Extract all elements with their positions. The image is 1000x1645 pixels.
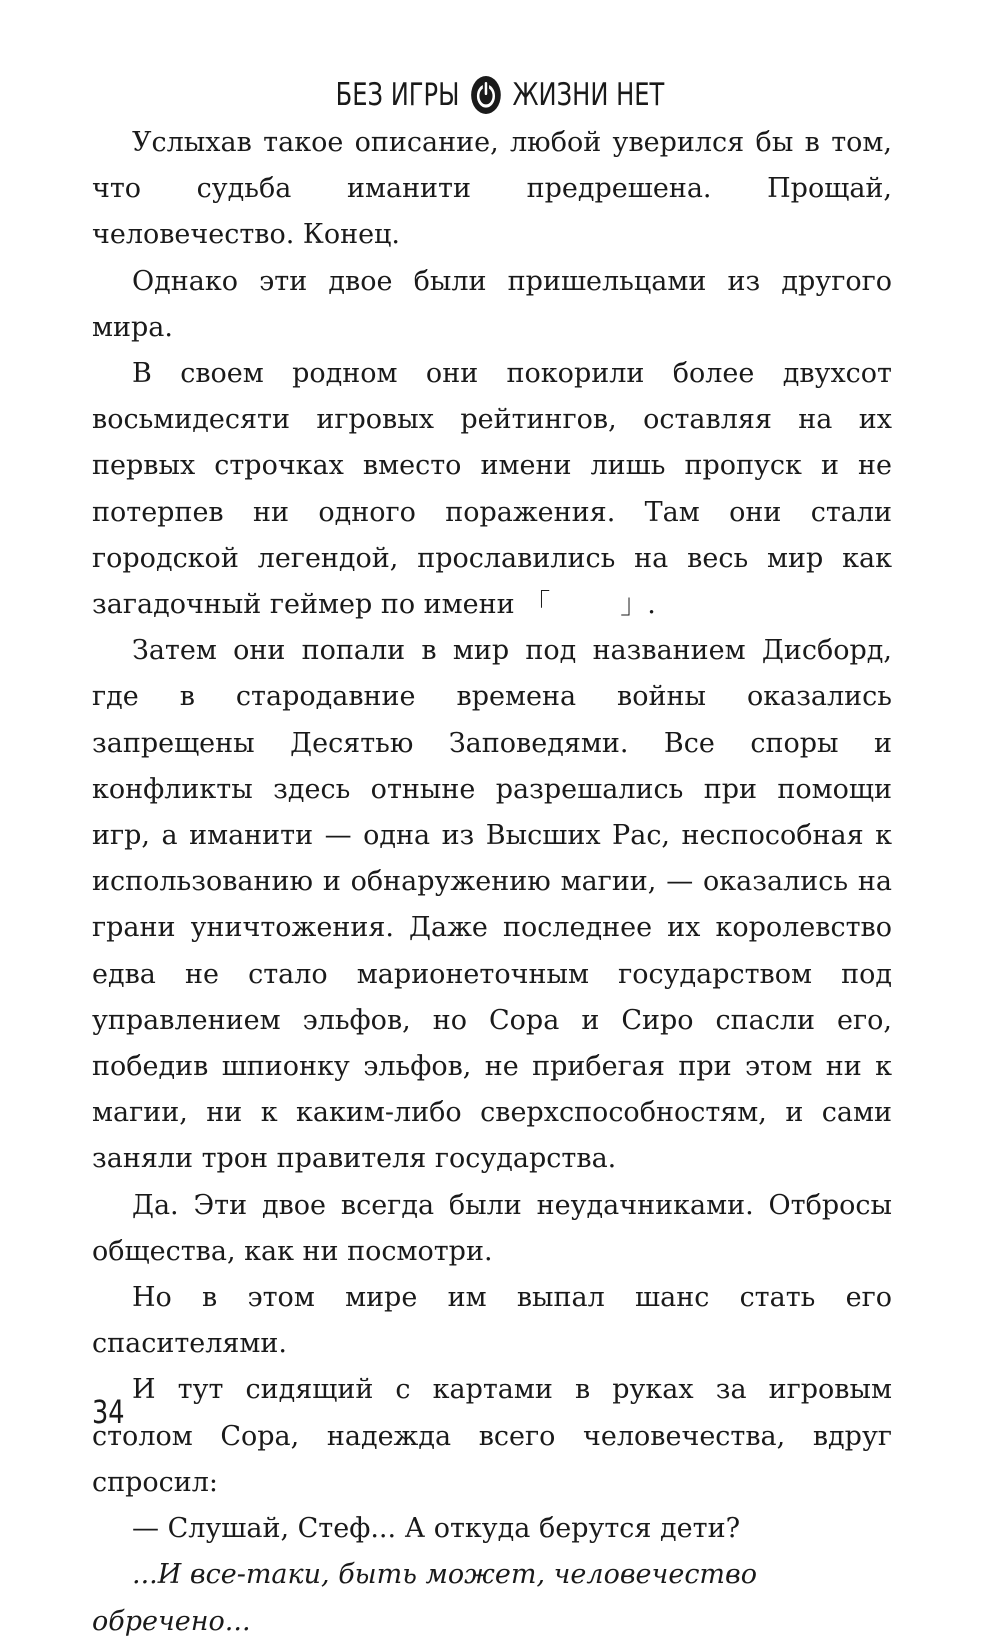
page-number: 34 bbox=[92, 1393, 125, 1431]
bracket-open: 「 bbox=[523, 589, 551, 621]
power-button-icon bbox=[470, 75, 501, 115]
paragraph-2: Однако эти двое были пришельцами из другого мира. bbox=[92, 265, 892, 343]
paragraph-8: — Слушай, Стеф... А откуда берутся дети? bbox=[132, 1513, 741, 1545]
paragraph-9-italic: ...И все-таки, быть может, человечество обречено... bbox=[92, 1559, 758, 1637]
header-title-left: БЕЗ ИГРЫ bbox=[335, 77, 460, 113]
paragraph-4: Затем они попали в мир под названием Дисборд, где в стародавние времена войны оказались запрещены Десятью Заповедями. Все споры и конфликты здесь отныне разрешались при помощи игр, а иманити — одна из Высших Рас, неспособная к использованию и обнаружению магии, — оказались на грани уничтожения. Даже последнее их королевство едва не стало марионеточным государством под управлением эльфов, но Сора и Сиро спасли его, победив шпионку эльфов, не прибегая при этом ни к магии, ни к каким-либо сверхспособностям, и сами заняли трон правителя государства. bbox=[92, 635, 892, 1175]
paragraph-1: Услыхав такое описание, любой уверился бы в том, что судьба иманити предрешена. Прощай, человечество. Конец. bbox=[92, 127, 892, 251]
running-header bbox=[110, 70, 890, 120]
paragraph-3-text: В своем родном они покорили более двухсот восьмидесяти игровых рейтингов, оставляя на их первых строчках вместо имени лишь пропуск и не потерпев ни одного поражения. Там они стали городской легендой, прославились на весь мир как загадочный геймер по имени bbox=[92, 358, 892, 621]
paragraph-5: Да. Эти двое всегда были неудачниками. Отбросы общества, как ни посмотри. bbox=[92, 1189, 892, 1267]
paragraph-3 bbox=[92, 351, 892, 628]
paragraph-7: И тут сидящий с картами в руках за игровым столом Сора, надежда всего человечества, вдруг спросил: bbox=[92, 1374, 892, 1498]
paragraph-6: Но в этом мире им выпал шанс стать его спасителями. bbox=[92, 1282, 892, 1360]
header-title-right: ЖИЗНИ НЕТ bbox=[512, 77, 665, 113]
body-text bbox=[92, 120, 892, 1645]
bracket-close: 」. bbox=[620, 589, 656, 621]
